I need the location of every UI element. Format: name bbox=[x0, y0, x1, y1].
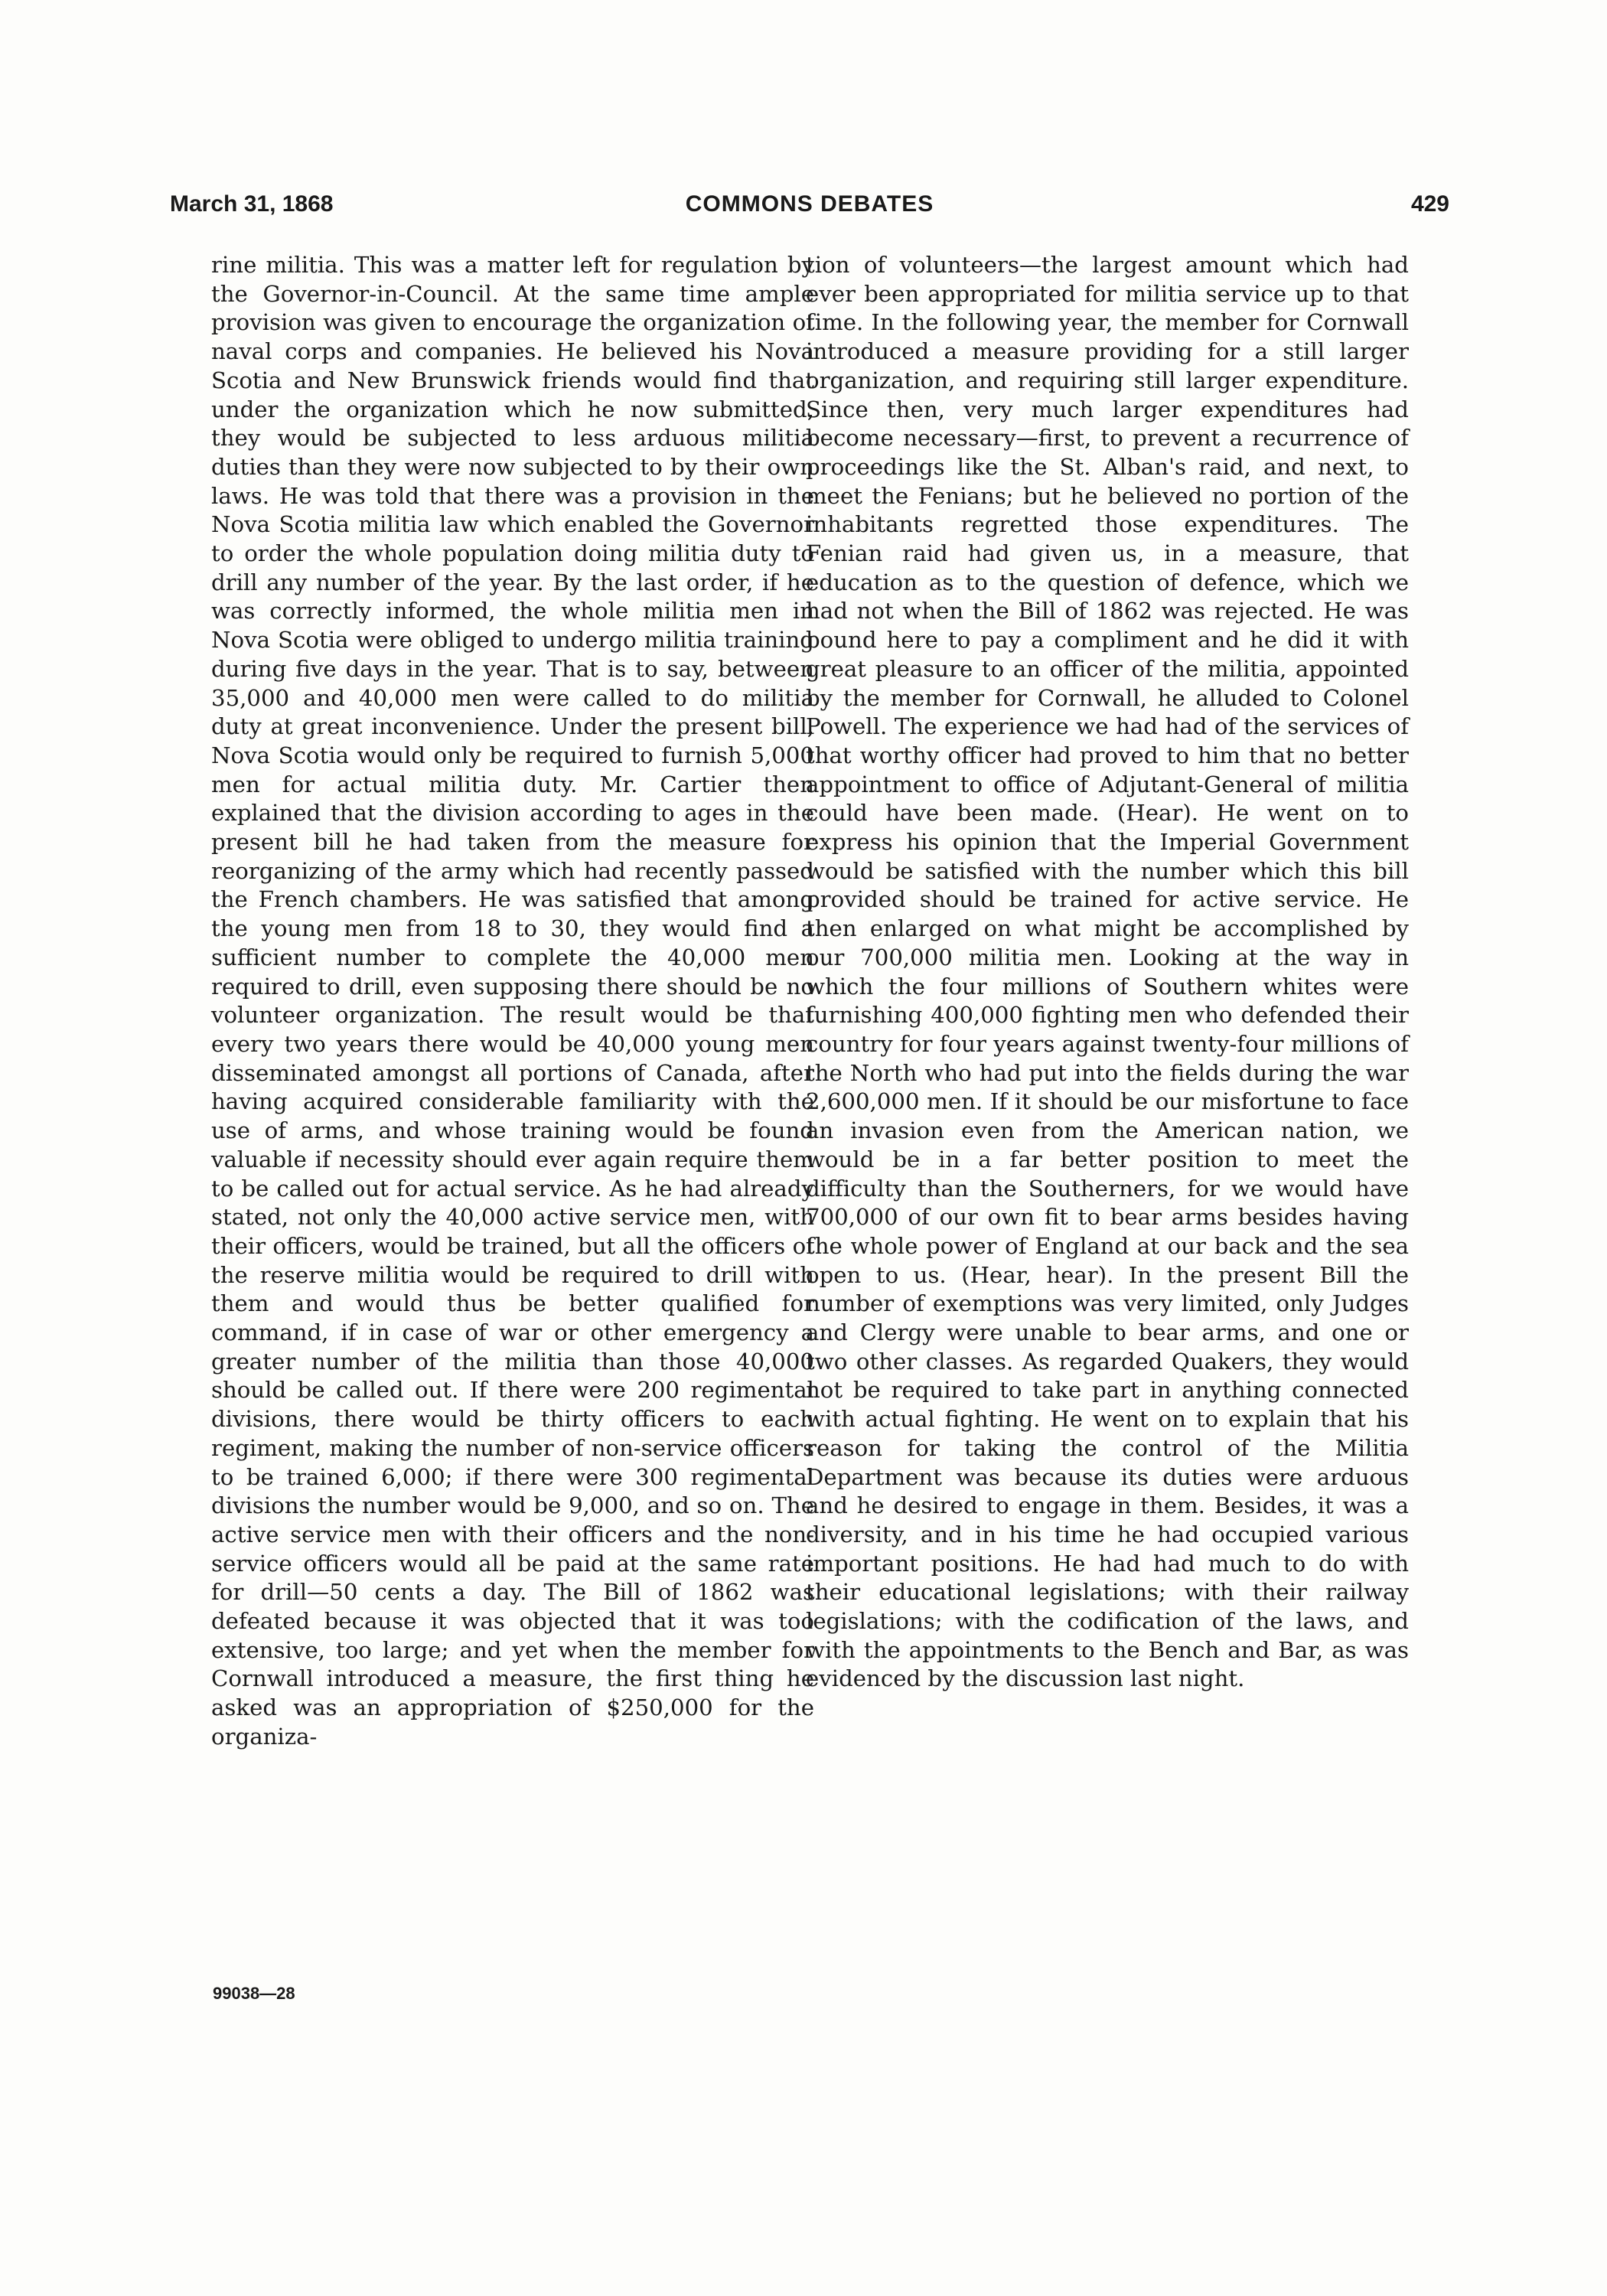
running-header bbox=[170, 191, 1449, 225]
footer-signature-code: 99038—28 bbox=[213, 1984, 295, 2003]
header-date: March 31, 1868 bbox=[170, 191, 334, 217]
right-column bbox=[806, 251, 1409, 1694]
header-title: COMMONS DEBATES bbox=[685, 191, 934, 217]
left-column bbox=[211, 251, 814, 1752]
header-page-number: 429 bbox=[1410, 191, 1449, 217]
left-column-text: rine militia. This was a matter left for regulation by the Governor-in-Council. At the same time ample provision was given to encourage the organization of naval corps and companies. He believed his Nova Scotia and New Brunswick friends would find that under the organization which he now submitted, they would be subjected to less arduous militia duties than they were now subjected to by their own laws. He was told that there was a provision in the Nova Scotia militia law which enabled the Governor to order the whole population doing militia duty to drill any number of the year. By the last order, if he was correctly informed, the whole militia men in Nova Scotia were obliged to undergo militia training during five days in the year. That is to say, between 35,000 and 40,000 men were called to do militia duty at great inconvenience. Under the present bill, Nova Scotia would only be required to furnish 5,000 men for actual militia duty. Mr. Cartier then explained that the division according to ages in the present bill he had taken from the measure for reorganizing of the army which had recently passed the French chambers. He was satisfied that among the young men from 18 to 30, they would find a sufficient number to complete the 40,000 men required to drill, even supposing there should be no volunteer organization. The result would be that every two years there would be 40,000 young men disseminated amongst all portions of Canada, after having acquired considerable familiarity with the use of arms, and whose training would be found valuable if necessity should ever again require them to be called out for actual service. As he had already stated, not only the 40,000 active service men, with their officers, would be trained, but all the officers of the reserve militia would be required to drill with them and would thus be better qualified for command, if in case of war or other emergency a greater number of the militia than those 40,000 should be called out. If there were 200 regimental divisions, there would be thirty officers to each regiment, making the number of non-service officers to be trained 6,000; if there were 300 regimental divisions the number would be 9,000, and so on. The active service men with their officers and the non-service officers would all be paid at the same rate for drill—50 cents a day. The Bill of 1862 was defeated because it was objected that it was too extensive, too large; and yet when the member for Cornwall introduced a measure, the first thing he asked was an appropriation of $250,000 for the organiza- bbox=[211, 252, 814, 1750]
right-column-text: tion of volunteers—the largest amount which had ever been appropriated for militia service up to that time. In the following year, the member for Cornwall introduced a measure providing for a still larger organization, and requiring still larger expenditure. Since then, very much larger expenditures had become necessary—first, to prevent a recurrence of proceedings like the St. Alban's raid, and next, to meet the Fenians; but he believed no portion of the inhabitants regretted those expenditures. The Fenian raid had given us, in a measure, that education as to the question of defence, which we had not when the Bill of 1862 was rejected. He was bound here to pay a compliment and he did it with great pleasure to an officer of the militia, appointed by the member for Cornwall, he alluded to Colonel Powell. The experience we had had of the services of that worthy officer had proved to him that no better appointment to office of Adjutant-General of militia could have been made. (Hear). He went on to express his opinion that the Imperial Government would be satisfied with the number which this bill provided should be trained for active service. He then enlarged on what might be accomplished by our 700,000 militia men. Looking at the way in which the four millions of Southern whites were furnishing 400,000 fighting men who defended their country for four years against twenty-four millions of the North who had put into the fields during the war 2,600,000 men. If it should be our misfortune to face an invasion even from the American nation, we would be in a far better position to meet the difficulty than the Southerners, for we would have 700,000 of our own fit to bear arms besides having the whole power of England at our back and the sea open to us. (Hear, hear). In the present Bill the number of exemptions was very limited, only Judges and Clergy were unable to bear arms, and one or two other classes. As regarded Quakers, they would not be required to take part in anything connected with actual fighting. He went on to explain that his reason for taking the control of the Militia Department was because its duties were arduous and he desired to engage in them. Besides, it was a diversity, and in his time he had occupied various important positions. He had had much to do with their educational legislations; with their railway legislations; with the codification of the laws, and with the appointments to the Bench and Bar, as was evidenced by the discussion last night. bbox=[806, 252, 1409, 1692]
